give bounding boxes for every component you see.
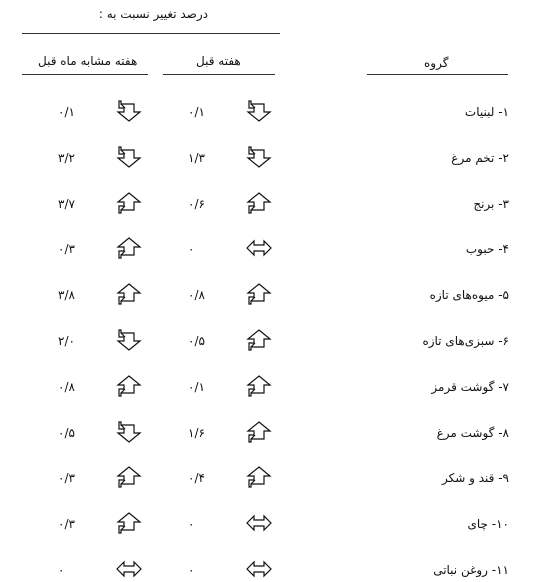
- arrow-up-icon: [246, 421, 272, 443]
- prev-week-value: ۰/۵: [188, 334, 205, 348]
- group-label: ۱- لبنیات: [464, 105, 509, 119]
- header-top-divider: [22, 33, 280, 34]
- arrow-left-right-icon: [116, 558, 142, 580]
- col-header-same-week-last-month-underline: [22, 74, 148, 75]
- group-label: ۸- گوشت مرغ: [436, 426, 509, 440]
- table-row: [0, 146, 543, 170]
- prev-week-value: ۰/۸: [188, 288, 205, 302]
- last-month-value: ۳/۷: [58, 197, 75, 211]
- arrow-down-icon: [246, 100, 272, 122]
- table-row: [0, 421, 543, 445]
- prev-week-value: ۰/۶: [188, 197, 205, 211]
- prev-week-value: ۱/۳: [188, 151, 205, 165]
- last-month-value: ۰/۵: [58, 426, 75, 440]
- arrow-down-icon: [116, 100, 142, 122]
- col-header-prev-week: هفته قبل: [196, 54, 241, 68]
- last-month-value: ۰/۱: [58, 105, 75, 119]
- arrow-down-icon: [246, 146, 272, 168]
- group-label: ۵- میوه‌های تازه: [429, 288, 509, 302]
- arrow-up-icon: [246, 192, 272, 214]
- group-label: ۱۱- روغن نباتی: [433, 563, 509, 577]
- arrow-up-icon: [246, 329, 272, 351]
- arrow-up-icon: [116, 283, 142, 305]
- table-row: [0, 466, 543, 490]
- arrow-up-icon: [116, 466, 142, 488]
- prev-week-value: ۱/۶: [188, 426, 205, 440]
- prev-week-value: ۰: [188, 517, 195, 531]
- last-month-value: ۳/۲: [58, 151, 75, 165]
- group-label: ۱۰- چای: [467, 517, 509, 531]
- arrow-down-icon: [116, 146, 142, 168]
- col-header-prev-week-underline: [163, 74, 275, 75]
- last-month-value: ۲/۰: [58, 334, 75, 348]
- arrow-up-icon: [116, 237, 142, 259]
- table-row: [0, 192, 543, 216]
- arrow-down-icon: [116, 421, 142, 443]
- group-label: ۹- قند و شکر: [442, 471, 509, 485]
- last-month-value: ۰/۳: [58, 471, 75, 485]
- change-title: درصد تغییر نسبت به :: [98, 7, 208, 21]
- arrow-up-icon: [116, 512, 142, 534]
- last-month-value: ۰/۳: [58, 517, 75, 531]
- group-label: ۷- گوشت قرمز: [431, 380, 509, 394]
- arrow-left-right-icon: [246, 512, 272, 534]
- table-row: [0, 558, 543, 582]
- arrow-up-icon: [116, 375, 142, 397]
- prev-week-value: ۰/۴: [188, 471, 205, 485]
- table-row: [0, 329, 543, 353]
- prev-week-value: ۰: [188, 242, 195, 256]
- prev-week-value: ۰/۱: [188, 380, 205, 394]
- col-header-group-underline: [367, 74, 508, 75]
- group-label: ۶- سبزی‌های تازه: [422, 334, 509, 348]
- table-row: [0, 100, 543, 124]
- arrow-left-right-icon: [246, 558, 272, 580]
- arrow-up-icon: [246, 283, 272, 305]
- arrow-left-right-icon: [246, 237, 272, 259]
- arrow-up-icon: [246, 375, 272, 397]
- prev-week-value: ۰/۱: [188, 105, 205, 119]
- table-row: [0, 283, 543, 307]
- last-month-value: ۰: [58, 563, 65, 577]
- arrow-up-icon: [116, 192, 142, 214]
- group-label: ۳- برنج: [473, 197, 509, 211]
- arrow-down-icon: [116, 329, 142, 351]
- last-month-value: ۳/۸: [58, 288, 75, 302]
- group-label: ۲- تخم مرغ: [451, 151, 509, 165]
- last-month-value: ۰/۸: [58, 380, 75, 394]
- table-row: [0, 512, 543, 536]
- arrow-up-icon: [246, 466, 272, 488]
- group-label: ۴- حبوب: [465, 242, 509, 256]
- last-month-value: ۰/۳: [58, 242, 75, 256]
- table-row: [0, 237, 543, 261]
- col-header-same-week-last-month: هفته مشابه ماه قبل: [38, 54, 138, 68]
- table-row: [0, 375, 543, 399]
- prev-week-value: ۰: [188, 563, 195, 577]
- col-header-group: گروه: [424, 56, 449, 70]
